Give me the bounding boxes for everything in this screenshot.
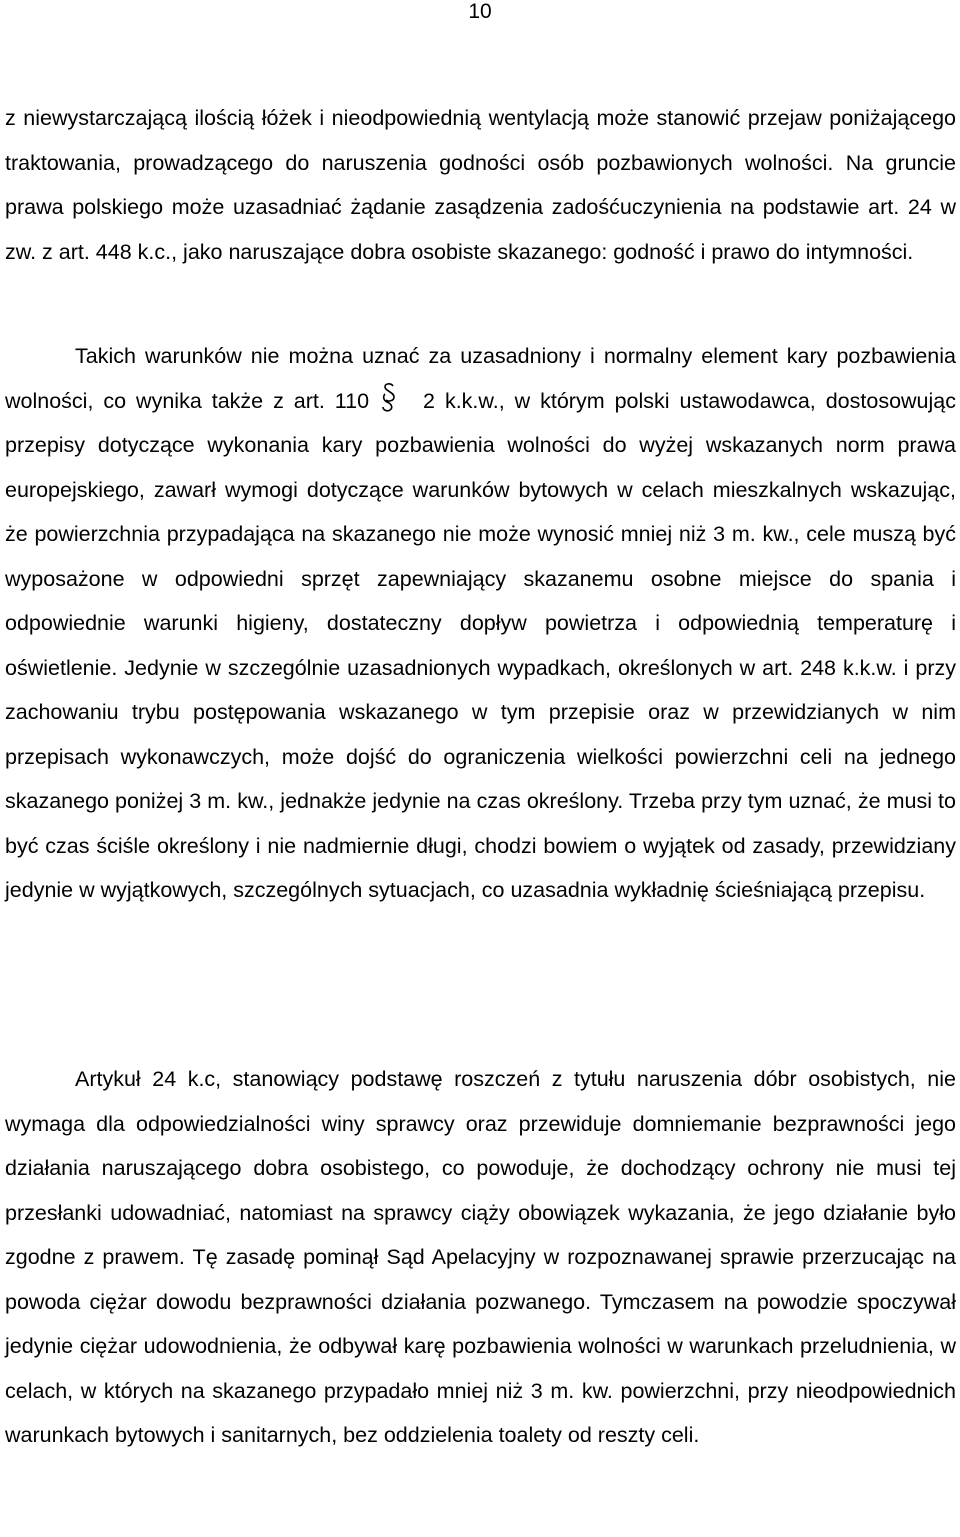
paragraph-2-text-start: Takich warunków nie można uznać za uzasadniony i normalny element kary pozbawienia wolności, co wynika także z art. 110 xyxy=(5,344,956,413)
paragraph-3 xyxy=(5,1057,956,1458)
paragraph-2-text-end: 2 k.k.w., w którym polski ustawodawca, dostosowując przepisy dotyczące wykonania kary pozbawienia wolności do wyżej wskazanych norm prawa europejskiego, zawarł wymogi dotyczące warunków bytowych w celach mieszkalnych wskazując, że powierzchnia przypadająca na skazanego nie może wynosić mniej niż 3 m. kw., cele muszą być wyposażone w odpowiedni sprzęt zapewniający skazanemu osobne miejsce do spania i odpowiednie warunki higieny, dostateczny dopływ powietrza i odpowiednią temperaturę i oświetlenie. Jedynie w szczególnie uzasadnionych wypadkach, określonych w art. 248 k.k.w. i przy zachowaniu trybu postępowania wskazanego w tym przepisie oraz w przewidzianych w nim przepisach wykonawczych, może dojść do ograniczenia wielkości powierzchni celi na jednego skazanego poniżej 3 m. kw., jednakże jedynie na czas określony. Trzeba przy tym uznać, że musi to być czas ściśle określony i nie nadmiernie długi, chodzi bowiem o wyjątek od zasady, przewidziany jedynie w wyjątkowych, szczególnych sytuacjach, co uzasadnia wykładnię ścieśniającą przepisu. xyxy=(5,388,956,902)
paragraph-1 xyxy=(5,96,956,274)
paragraph-2 xyxy=(5,334,956,913)
section-sign-icon xyxy=(379,379,413,424)
paragraph-3-text: Artykuł 24 k.c, stanowiący podstawę roszczeń z tytułu naruszenia dóbr osobistych, nie wymaga dla odpowiedzialności winy sprawcy oraz przewiduje domniemanie bezprawności jego działania naruszającego dobra osobistego, co powoduje, że dochodzący ochrony nie musi tej przesłanki udowadniać, natomiast na sprawcy ciąży obowiązek wykazania, że jego działanie było zgodne z prawem. Tę zasadę pominął Sąd Apelacyjny w rozpoznawanej sprawie przerzucając na powoda ciężar dowodu bezprawności działania pozwanego. Tymczasem na powodzie spoczywał jedynie ciężar udowodnienia, że odbywał karę pozbawienia wolności w warunkach przeludnienia, w celach, w których na skazanego przypadało mniej niż 3 m. kw. powierzchni, przy nieodpowiednich warunkach bytowych i sanitarnych, bez oddzielenia toalety od reszty celi. xyxy=(5,1067,956,1447)
paragraph-1-text: z niewystarczającą ilością łóżek i nieodpowiednią wentylacją może stanowić przejaw poniżającego traktowania, prowadzącego do naruszenia godności osób pozbawionych wolności. Na gruncie prawa polskiego może uzasadniać żądanie zasądzenia zadośćuczynienia na podstawie art. 24 w zw. z art. 448 k.c., jako naruszające dobra osobiste skazanego: godność i prawo do intymności. xyxy=(5,106,956,264)
page-number: 10 xyxy=(468,0,492,23)
